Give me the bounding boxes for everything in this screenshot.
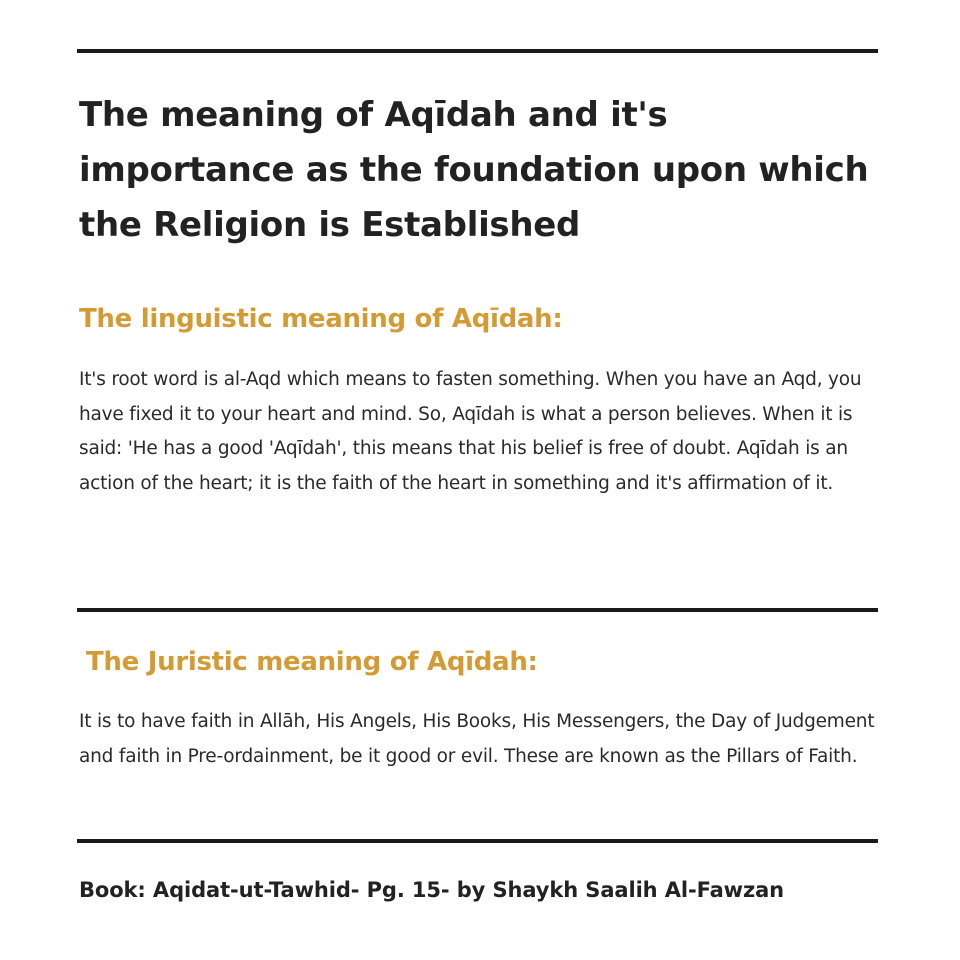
bottom-divider <box>77 839 878 843</box>
page-title: The meaning of Aqīdah and it's importance as the foundation upon which the Religion is Established <box>79 95 869 245</box>
juristic-meaning-heading: The Juristic meaning of Aqīdah: <box>86 647 538 677</box>
linguistic-meaning-heading: The linguistic meaning of Aqīdah: <box>79 304 563 334</box>
juristic-meaning-paragraph: It is to have faith in Allāh, His Angels, His Books, His Messengers, the Day of Judgement and faith in Pre-ordainment, be it good or evil. These are known as the Pillars of Faith. <box>79 711 875 767</box>
middle-divider <box>77 608 878 612</box>
linguistic-meaning-paragraph: It's root word is al-Aqd which means to fasten something. When you have an Aqd, you have fixed it to your heart and mind. So, Aqīdah is what a person believes. When it is said: 'He has a good 'Aqīdah', this means that his belief is free of doubt. Aqīdah is an action of the heart; it is the faith of the heart in something and it's affirmation of it. <box>79 369 862 494</box>
top-divider <box>77 49 878 53</box>
book-citation: Book: Aqidat-ut-Tawhid- Pg. 15- by Shaykh Saalih Al-Fawzan <box>79 878 785 902</box>
